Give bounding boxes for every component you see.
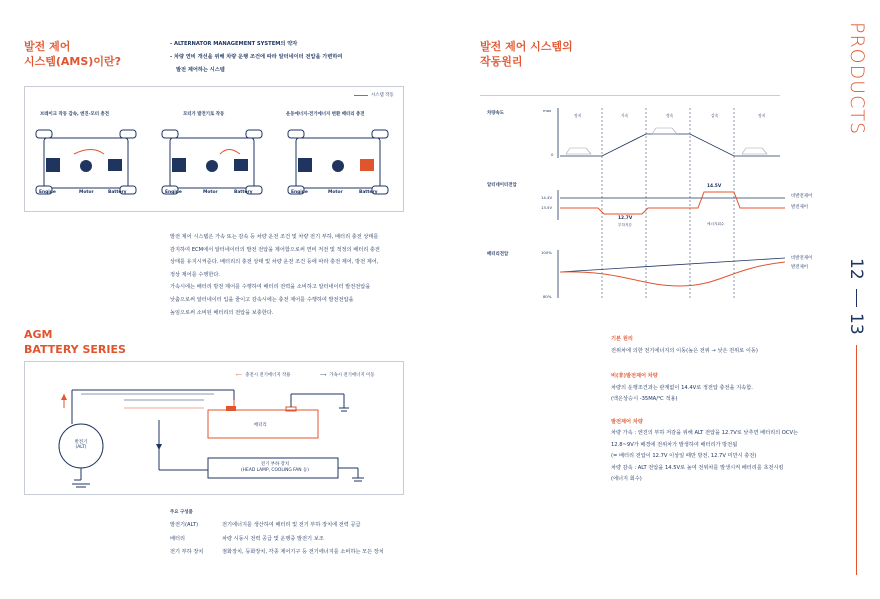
operation-chart: [480, 100, 800, 310]
phase-cruise: 정속: [666, 113, 674, 118]
mode-3-title: 운동에너지-전기에너지 변환 배터리 충전: [286, 112, 365, 117]
mode-1-motor: Motor: [79, 190, 94, 195]
b-low: 80%: [543, 294, 552, 299]
ams-title: 발전 제어 시스템(AMS)이란?: [24, 40, 121, 68]
car-diagram-3: [288, 130, 388, 194]
car-diagram-1: [36, 130, 136, 194]
v-high: 14.4V: [541, 195, 553, 200]
orange-line-icon: [354, 95, 368, 96]
phase-accel: 가속: [621, 113, 629, 118]
phase-stop-1: 정지: [574, 113, 582, 118]
products-side-label: PRODUCTS: [846, 22, 868, 136]
electric-load-label: 전기 부하 장치 (HEAD LAMP, COOLING FAN 등): [241, 462, 309, 473]
component-row: 배터리 차량 시동시 전력 공급 및 운행중 발전기 보조: [170, 535, 324, 542]
components-list: [170, 519, 384, 560]
ams-cars: [24, 120, 404, 200]
v-mid: 13.5V: [541, 205, 553, 210]
page-number-b: 13: [846, 313, 866, 335]
ams-body-text: 발전 제어 시스템은 가속 또는 감속 등 차량 운전 조건 및 차량 전기 부하, 배터리 충전 상태를 감지하여 ECM에서 알터네이터의 발전 전압을 제어함으로써 연비 저전 및 적정의 배터리 충전 상태를 유지시켜준다. 배터리의 충전 상태 및 차량 운전 조건 등에 따라 충전 제어, 방전 제어, 정상 제어를 수행한다. 가속시에는 배터리 방전 제어를 수행하여 배터리 전력을 소비하고 알터네이터 발전전압을 낮춤으로써 알터네이터 입을 줄이고 감속시에는 충전 제어를 수행하여 발전전압을 높임으로써 소비된 배터리의 전압을 보충한다.: [170, 234, 380, 316]
agm-title: AGM BATTERY SERIES: [24, 328, 126, 356]
speed-label: 차량속도: [487, 111, 504, 116]
component-row: 발전기(ALT) 전기에너지를 생산하여 배터리 및 전기 부하 장치에 전력 공급: [170, 522, 361, 528]
components-title: 주요 구성품: [170, 510, 193, 515]
principle-explanation: 기본 원리 전위차에 의한 전기에너지의 이동(높은 전위 → 낮은 전위로 이동) 비(非)발전제어 차량 차량의 운행조건과는 관계없이 14.4V로 정전압 충전을 지속함. (액온상승시 -35MA/℃ 적용) 발전제어 차량 차량 가속 : 엔진의 부하 저감을 위해 ALT 전압을 12.7V로 낮추면 배터리의 OCV는 12.8~9V가 배경에 전위차가 발생하여 배터리가 방전됨 (= 배터리 전압이 12.7V 이상일 때만 방전, 12.7V 미만시 충전) 차량 감속 : ALT 전압을 14.5V로 높여 전위차를 발생시켜 배터리를 초전시킴 (에너지 회수): [611, 336, 799, 482]
legend-control-2: 발전제어: [791, 265, 808, 270]
legend-non-control-2: 비발전제어: [791, 256, 813, 261]
arrow-left-icon: ⟵: [236, 372, 243, 378]
principle-title: 발전 제어 시스템의 작동원리: [480, 40, 573, 68]
phase-stop-2: 정지: [758, 113, 766, 118]
mode-1-battery: Battery: [108, 190, 127, 195]
page-number-separator: [856, 289, 857, 307]
alt-voltage-label: 알터네이터전압: [487, 183, 517, 188]
system-action-legend: 시스템 작동: [354, 92, 394, 98]
mode-2-engine: Engine: [165, 190, 182, 195]
battery-box-label: 배터리: [254, 423, 267, 428]
mode-2-title: 모터가 발전기로 작동: [183, 112, 225, 117]
arrow-right-icon: ⟶: [320, 372, 327, 378]
car-diagram-2: [162, 130, 262, 194]
mode-1-title: 브레이크 작동 감속, 엔진-모터 충전: [40, 112, 109, 117]
mode-2-motor: Motor: [203, 190, 218, 195]
battery-voltage-label: 배터리전압: [487, 252, 509, 257]
legend-non-control-1: 비발전제어: [791, 194, 813, 199]
mode-2-battery: Battery: [234, 190, 253, 195]
speed-max: max: [543, 108, 552, 113]
mode-3-engine: Engine: [291, 190, 308, 195]
phase-decel: 감속: [711, 113, 719, 118]
alternator-label: 발전기 (ALT): [74, 440, 88, 450]
chart-divider: [480, 95, 780, 96]
page-number-a: 12: [846, 258, 866, 280]
mode-1-engine: Engine: [39, 190, 56, 195]
v-peak: 14.5V: [707, 184, 722, 189]
use-flow-legend: ⟶ 가속시 전기에너지 이동: [320, 372, 375, 378]
agm-circuit-diagram: [24, 380, 404, 492]
charge-flow-legend: ⟵ 충전시 전기에너지 작용: [236, 372, 291, 378]
side-accent-line: [856, 345, 857, 575]
b-high: 100%: [541, 250, 552, 255]
mode-3-motor: Motor: [328, 190, 343, 195]
component-row: 전기 부하 장치 점화장치, 등화장치, 각종 제어기구 등 전기에너지를 소비하는 모든 장치: [170, 549, 384, 555]
mode-3-battery: Battery: [359, 190, 378, 195]
v-low-sub: 부하저감: [618, 223, 632, 227]
speed-zero: 0: [551, 152, 554, 157]
v-peak-sub: 에너지회수: [707, 222, 725, 226]
v-low: 12.7V: [618, 216, 633, 221]
ams-description: - ALTERNATOR MANAGEMENT SYSTEM의 약자 - 차량 연비 개선을 위해 차량 운행 조건에 따라 알터네이터 전압을 가변하여 발전 제어하는 시스템: [170, 41, 343, 73]
legend-control-1: 발전제어: [791, 205, 808, 210]
